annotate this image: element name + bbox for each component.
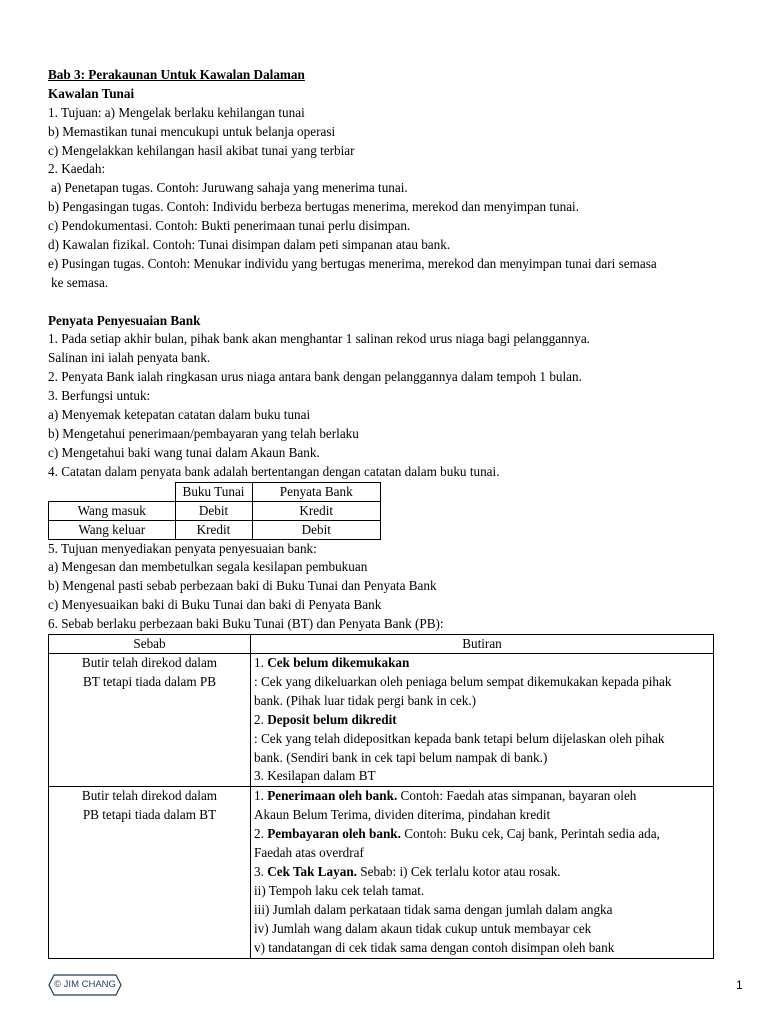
text-line: d) Kawalan fizikal. Contoh: Tunai disimpan dalam peti simpanan atau bank. xyxy=(48,237,451,253)
item-number: 1. xyxy=(254,788,268,804)
text-line: e) Pusingan tugas. Contoh: Menukar individu yang bertugas menerima, merekod dan menyimpan tunai dari semasa xyxy=(48,255,657,271)
text-line: b) Mengetahui penerimaan/pembayaran yang telah berlaku xyxy=(48,425,359,441)
text-line: iii) Jumlah dalam perkataan tidak sama dengan jumlah dalam angka xyxy=(254,901,613,917)
text-line: c) Mengetahui baki wang tunai dalam Akaun Bank. xyxy=(48,444,320,460)
jim-chang-logo xyxy=(48,974,122,996)
text-line: a) Penetapan tugas. Contoh: Juruwang sahaja yang menerima tunai. xyxy=(51,180,408,196)
text-line: b) Memastikan tunai mencukupi untuk belanja operasi xyxy=(48,123,336,139)
table-cell: Kredit xyxy=(252,501,381,520)
item-title: Pembayaran oleh bank. xyxy=(267,826,401,842)
item-number: 3. xyxy=(254,864,268,880)
text-line: : Cek yang dikeluarkan oleh peniaga belum sempat dikemukakan kepada pihak xyxy=(254,673,672,689)
table-header-buku-tunai: Buku Tunai xyxy=(175,482,252,501)
table-cell-sebab xyxy=(49,654,251,787)
table-cell-butiran xyxy=(251,654,714,787)
item-title: Cek belum dikemukakan xyxy=(267,655,410,671)
document-page xyxy=(48,66,728,959)
section-heading-penyata-penyesuaian-bank: Penyata Penyesuaian Bank xyxy=(48,312,201,328)
text-line: Akaun Belum Terima, dividen diterima, pindahan kredit xyxy=(254,807,551,823)
spacer xyxy=(48,293,728,312)
text-line: c) Menyesuaikan baki di Buku Tunai dan baki di Penyata Bank xyxy=(48,597,382,613)
text-line: 3. Berfungsi untuk: xyxy=(48,388,151,404)
text-line: b) Mengenal pasti sebab perbezaan baki di Buku Tunai dan Penyata Bank xyxy=(48,578,437,594)
table-cell: Kredit xyxy=(175,520,252,539)
list-item: 3. Kesilapan dalam BT xyxy=(254,768,376,784)
table-corner-cell xyxy=(49,482,176,501)
table-cell-butiran xyxy=(251,787,714,958)
item-text: Sebab: i) Cek terlalu kotor atau rosak. xyxy=(356,864,561,880)
text-line: iv) Jumlah wang dalam akaun tidak cukup untuk membayar cek xyxy=(254,920,592,936)
text-line: bank. (Pihak luar tidak pergi bank in cek.) xyxy=(254,692,477,708)
table-row xyxy=(49,654,714,787)
text-line: Butir telah direkod dalam xyxy=(81,655,218,671)
list-item xyxy=(254,825,713,844)
text-line: : Cek yang telah didepositkan kepada bank tetapi belum dijelaskan oleh pihak xyxy=(254,730,665,746)
section-heading-kawalan-tunai: Kawalan Tunai xyxy=(48,85,135,101)
text-line: ke semasa. xyxy=(51,274,109,290)
item-title: Deposit belum dikredit xyxy=(267,711,397,727)
table-row xyxy=(49,501,381,520)
table-cell-label: Wang keluar xyxy=(49,520,176,539)
list-item xyxy=(254,654,713,673)
text-line: b) Pengasingan tugas. Contoh: Individu berbeza bertugas menerima, merekod dan menyimpan tunai. xyxy=(48,199,580,215)
text-line: bank. (Sendiri bank in cek tapi belum nampak di bank.) xyxy=(254,749,548,765)
text-line: ii) Tempoh laku cek telah tamat. xyxy=(254,882,425,898)
table-header-butiran: Butiran xyxy=(251,635,714,654)
text-line: BT tetapi tiada dalam PB xyxy=(82,673,217,689)
item-title: Penerimaan oleh bank. xyxy=(267,788,398,804)
table-row xyxy=(49,520,381,539)
table-cell-label: Wang masuk xyxy=(49,501,176,520)
list-item xyxy=(254,863,713,882)
list-item xyxy=(254,787,713,806)
table-cell: Debit xyxy=(175,501,252,520)
table-header-row xyxy=(49,482,381,501)
text-line: Faedah atas overdraf xyxy=(254,845,364,861)
table-header-sebab: Sebab xyxy=(49,635,251,654)
table-cell-sebab xyxy=(49,787,251,958)
text-line: v) tandatangan di cek tidak sama dengan contoh disimpan oleh bank xyxy=(254,939,615,955)
item-number: 2. xyxy=(254,711,268,727)
sebab-butiran-table xyxy=(48,634,714,959)
text-line: 1. Pada setiap akhir bulan, pihak bank akan menghantar 1 salinan rekod urus niaga bagi pelanggannya. xyxy=(48,331,590,347)
item-title: Cek Tak Layan. xyxy=(267,864,357,880)
text-line: 4. Catatan dalam penyata bank adalah bertentangan dengan catatan dalam buku tunai. xyxy=(48,463,500,479)
text-line: Salinan ini ialah penyata bank. xyxy=(48,350,211,366)
text-line: c) Mengelakkan kehilangan hasil akibat tunai yang terbiar xyxy=(48,142,355,158)
table-cell: Debit xyxy=(252,520,381,539)
page-number: 1 xyxy=(736,978,743,992)
text-line: 6. Sebab berlaku perbezaan baki Buku Tunai (BT) dan Penyata Bank (PB): xyxy=(48,616,444,632)
text-line: 2. Kaedah: xyxy=(48,161,106,177)
text-line: 1. Tujuan: a) Mengelak berlaku kehilangan tunai xyxy=(48,104,305,120)
table-row xyxy=(49,787,714,958)
document-title: Bab 3: Perakaunan Untuk Kawalan Dalaman xyxy=(48,67,305,82)
text-line: a) Mengesan dan membetulkan segala kesilapan pembukuan xyxy=(48,559,368,575)
item-text: Contoh: Buku cek, Caj bank, Perintah sedia ada, xyxy=(400,826,660,842)
table-header-row xyxy=(49,635,714,654)
item-number: 2. xyxy=(254,826,268,842)
item-number: 1. xyxy=(254,655,268,671)
text-line: c) Pendokumentasi. Contoh: Bukti penerimaan tunai perlu disimpan. xyxy=(48,218,411,234)
text-line: 5. Tujuan menyediakan penyata penyesuaian bank: xyxy=(48,540,317,556)
text-line: PB tetapi tiada dalam BT xyxy=(82,807,217,823)
list-item xyxy=(254,711,713,730)
text-line: Butir telah direkod dalam xyxy=(81,788,218,804)
item-text: Contoh: Faedah atas simpanan, bayaran oleh xyxy=(397,788,637,804)
debit-kredit-table xyxy=(48,482,381,540)
table-header-penyata-bank: Penyata Bank xyxy=(252,482,381,501)
logo-text: © JIM CHANG xyxy=(54,979,116,990)
text-line: a) Menyemak ketepatan catatan dalam buku tunai xyxy=(48,407,311,423)
text-line: 2. Penyata Bank ialah ringkasan urus niaga antara bank dengan pelanggannya dalam tempoh 1 bulan. xyxy=(48,369,582,385)
